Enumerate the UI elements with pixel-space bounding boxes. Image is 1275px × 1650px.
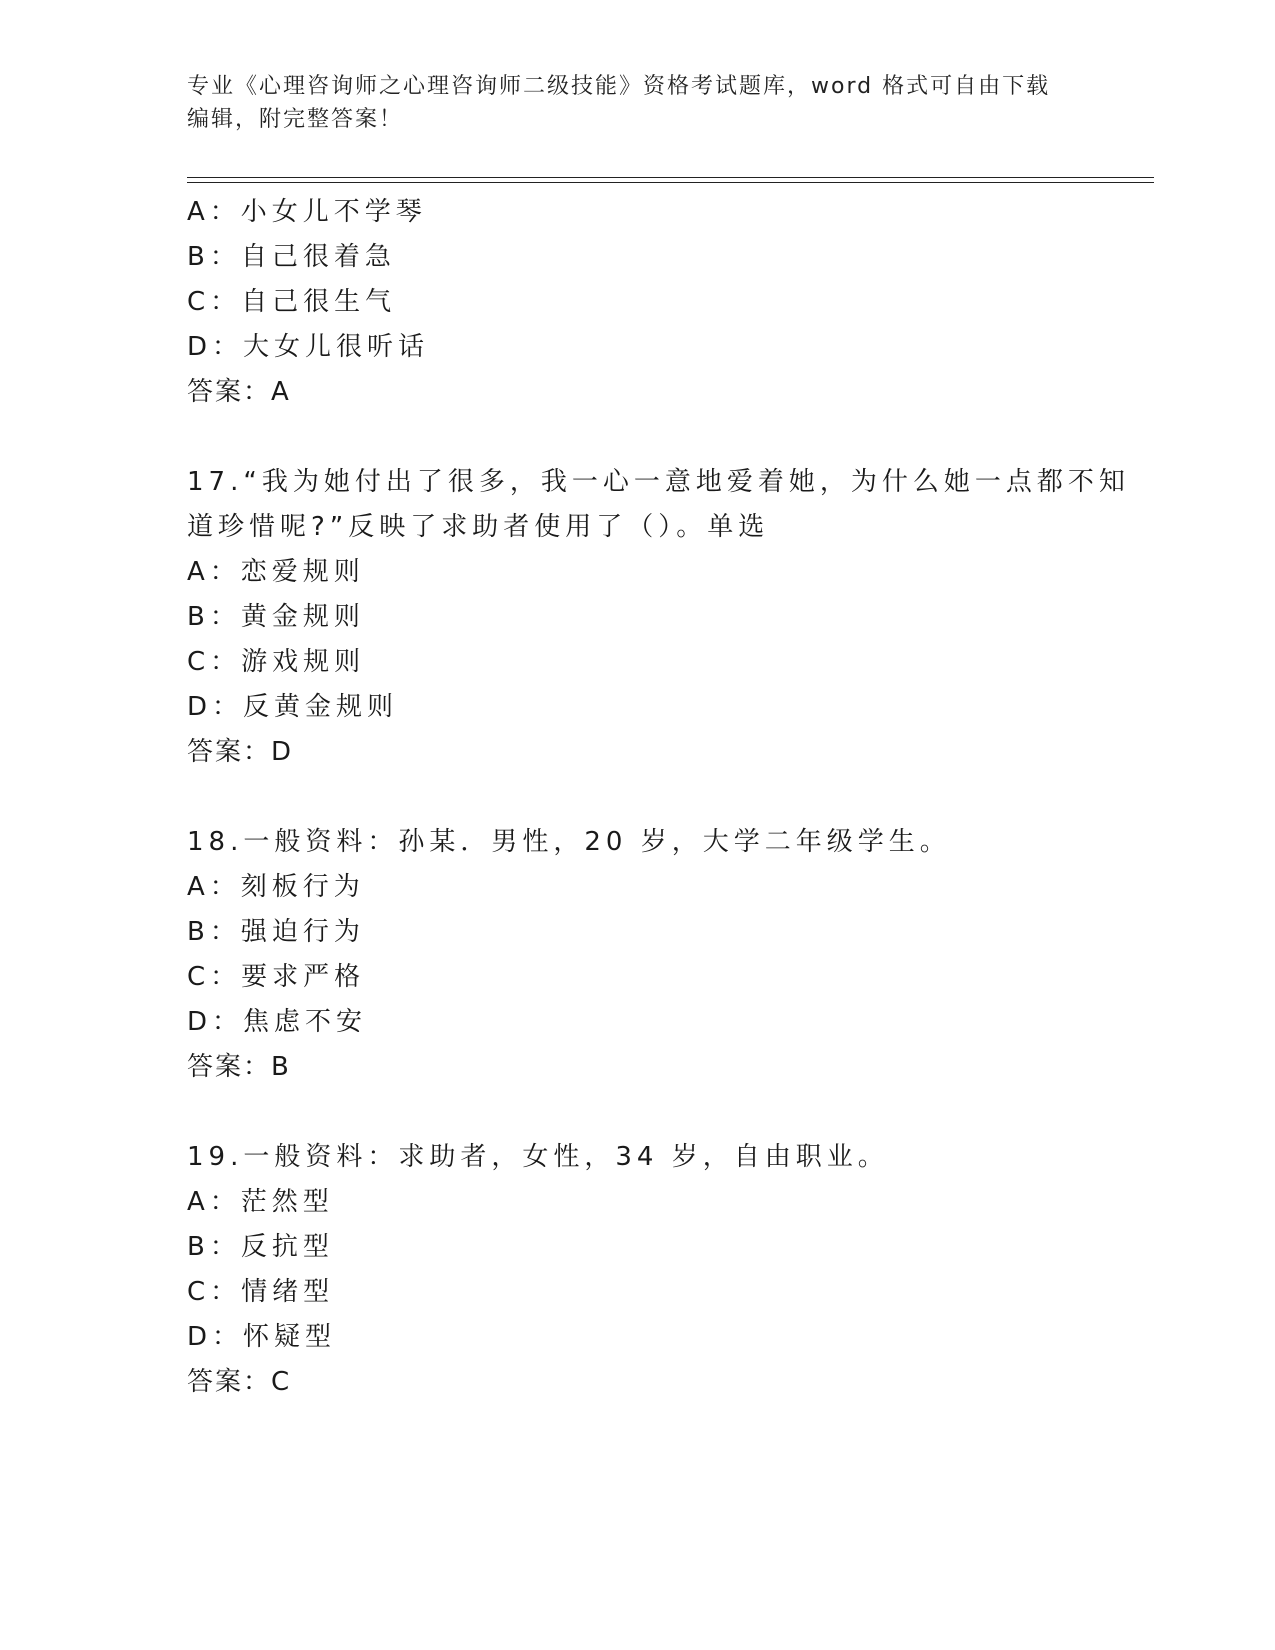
q18-option-a: A：刻板行为 — [187, 872, 365, 902]
q19-option-c: C：情绪型 — [187, 1277, 335, 1307]
q19-option-a: A：茫然型 — [187, 1187, 334, 1217]
q18-option-c: C：要求严格 — [187, 962, 366, 992]
q18-stem: 18.一般资料：孙某．男性，20 岁，大学二年级学生。 — [187, 827, 951, 857]
q19-stem: 19.一般资料：求助者，女性，34 岁，自由职业。 — [187, 1142, 889, 1172]
header-divider-top — [187, 177, 1154, 178]
q17-option-b: B：黄金规则 — [187, 602, 365, 632]
header-line-2: 编辑，附完整答案！ — [187, 107, 404, 132]
header-line-1: 专业《心理咨询师之心理咨询师二级技能》资格考试题库，word 格式可自由下载 — [187, 74, 1051, 99]
q16-option-c: C：自己很生气 — [187, 287, 397, 317]
q17-stem-line-2: 道珍惜呢?”反映了求助者使用了（）。单选 — [187, 512, 770, 542]
q17-option-a: A：恋爱规则 — [187, 557, 365, 587]
q16-option-b: B：自己很着急 — [187, 242, 396, 272]
q19-option-b: B：反抗型 — [187, 1232, 334, 1262]
q17-option-d: D：反黄金规则 — [187, 692, 399, 722]
q17-stem-line-1: 17.“我为她付出了很多，我一心一意地爱着她，为什么她一点都不知 — [187, 467, 1130, 497]
header-divider-bottom — [187, 182, 1154, 183]
q16-option-d: D：大女儿很听话 — [187, 332, 430, 362]
q17-answer: 答案：D — [187, 737, 294, 767]
q19-answer: 答案：C — [187, 1367, 292, 1397]
q16-answer: 答案：A — [187, 377, 291, 407]
q18-option-d: D：焦虑不安 — [187, 1007, 368, 1037]
q17-option-c: C：游戏规则 — [187, 647, 366, 677]
document-header — [187, 70, 1077, 136]
q19-option-d: D：怀疑型 — [187, 1322, 337, 1352]
q18-answer: 答案：B — [187, 1052, 291, 1082]
q18-option-b: B：强迫行为 — [187, 917, 365, 947]
q16-option-a: A：小女儿不学琴 — [187, 197, 427, 227]
